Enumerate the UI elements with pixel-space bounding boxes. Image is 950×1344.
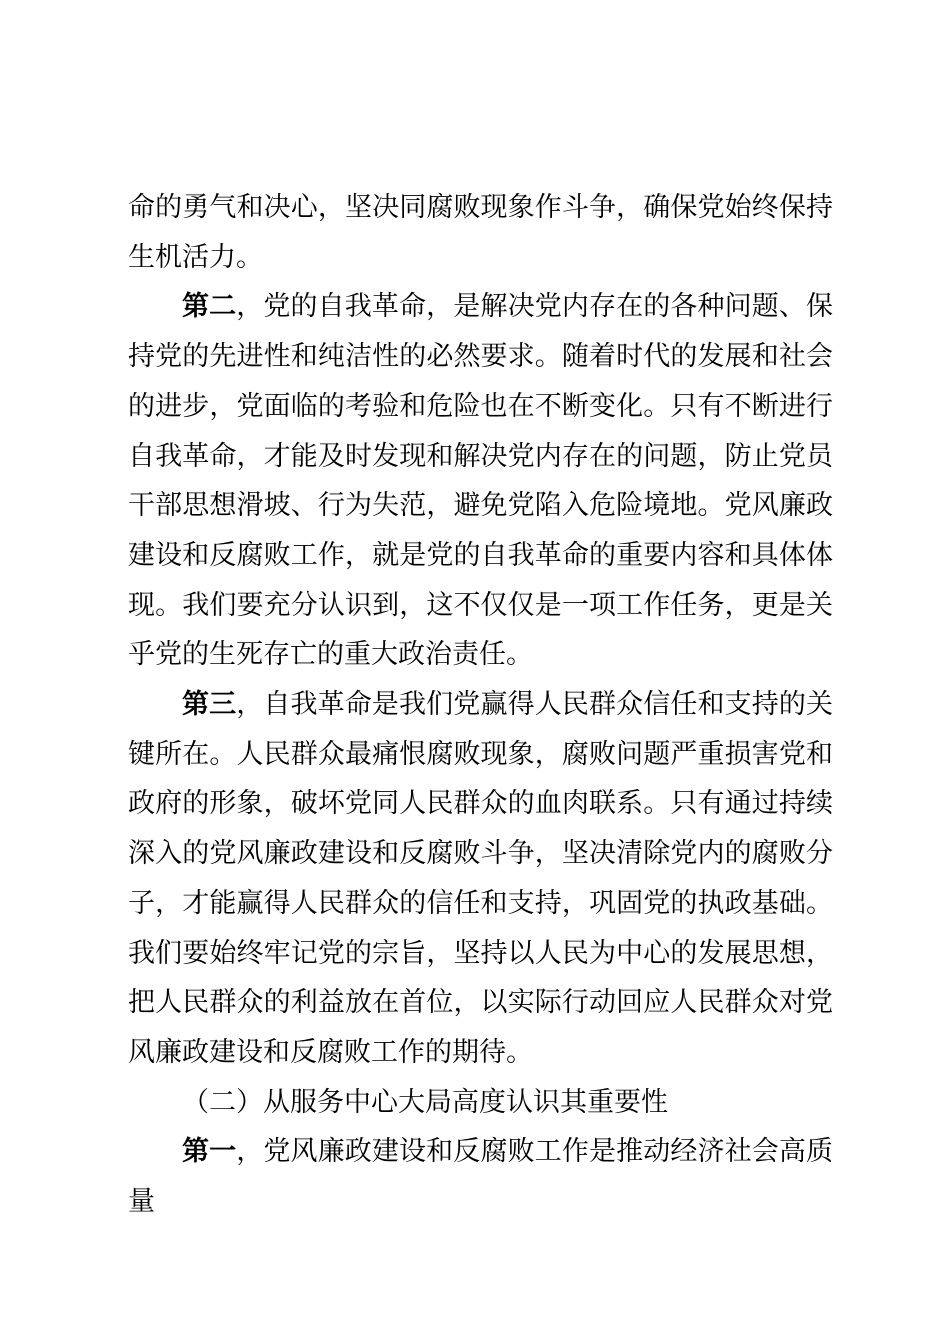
paragraph-lead: 第一 <box>182 1136 237 1168</box>
paragraph-text: ，党的自我革命，是解决党内存在的各种问题、保持党的先进性和纯洁性的必然要求。随着时代的发展和社会的进步，党面临的考验和危险也在不断变化。只有不断进行自我革命，才能及时发现和解决党内存在的问题，防止党员干部思想滑坡、行为失范，避免党陷入危险境地。党风廉政建设和反腐败工作，就是党的自我革命的重要内容和具体体现。我们要充分认识到，这不仅仅是一项工作任务，更是关乎党的生死存亡的重大政治责任。 <box>128 291 834 671</box>
paragraph-lead: 第三 <box>182 689 237 721</box>
section-heading <box>128 1078 833 1128</box>
section-heading-text: （二）从服务中心大局高度认识其重要性 <box>182 1086 668 1118</box>
paragraph-second <box>128 282 833 680</box>
paragraph-first <box>128 1127 833 1226</box>
document-body <box>128 183 833 1227</box>
paragraph-text: ，自我革命是我们党赢得人民群众信任和支持的关键所在。人民群众最痛恨腐败现象，腐败问题严重损害党和政府的形象，破坏党同人民群众的血肉联系。只有通过持续深入的党风廉政建设和反腐败斗争，坚决清除党内的腐败分子，才能赢得人民群众的信任和支持，巩固党的执政基础。我们要始终牢记党的宗旨，坚持以人民为中心的发展思想，把人民群众的利益放在首位，以实际行动回应人民群众对党风廉政建设和反腐败工作的期待。 <box>128 689 834 1068</box>
paragraph-text: 命的勇气和决心，坚决同腐败现象作斗争，确保党始终保持生机活力。 <box>128 192 833 273</box>
paragraph-third <box>128 680 833 1078</box>
paragraph-continuation <box>128 183 833 282</box>
paragraph-lead: 第二 <box>182 291 237 323</box>
paragraph-text: ，党风廉政建设和反腐败工作是推动经济社会高质量 <box>128 1136 834 1218</box>
